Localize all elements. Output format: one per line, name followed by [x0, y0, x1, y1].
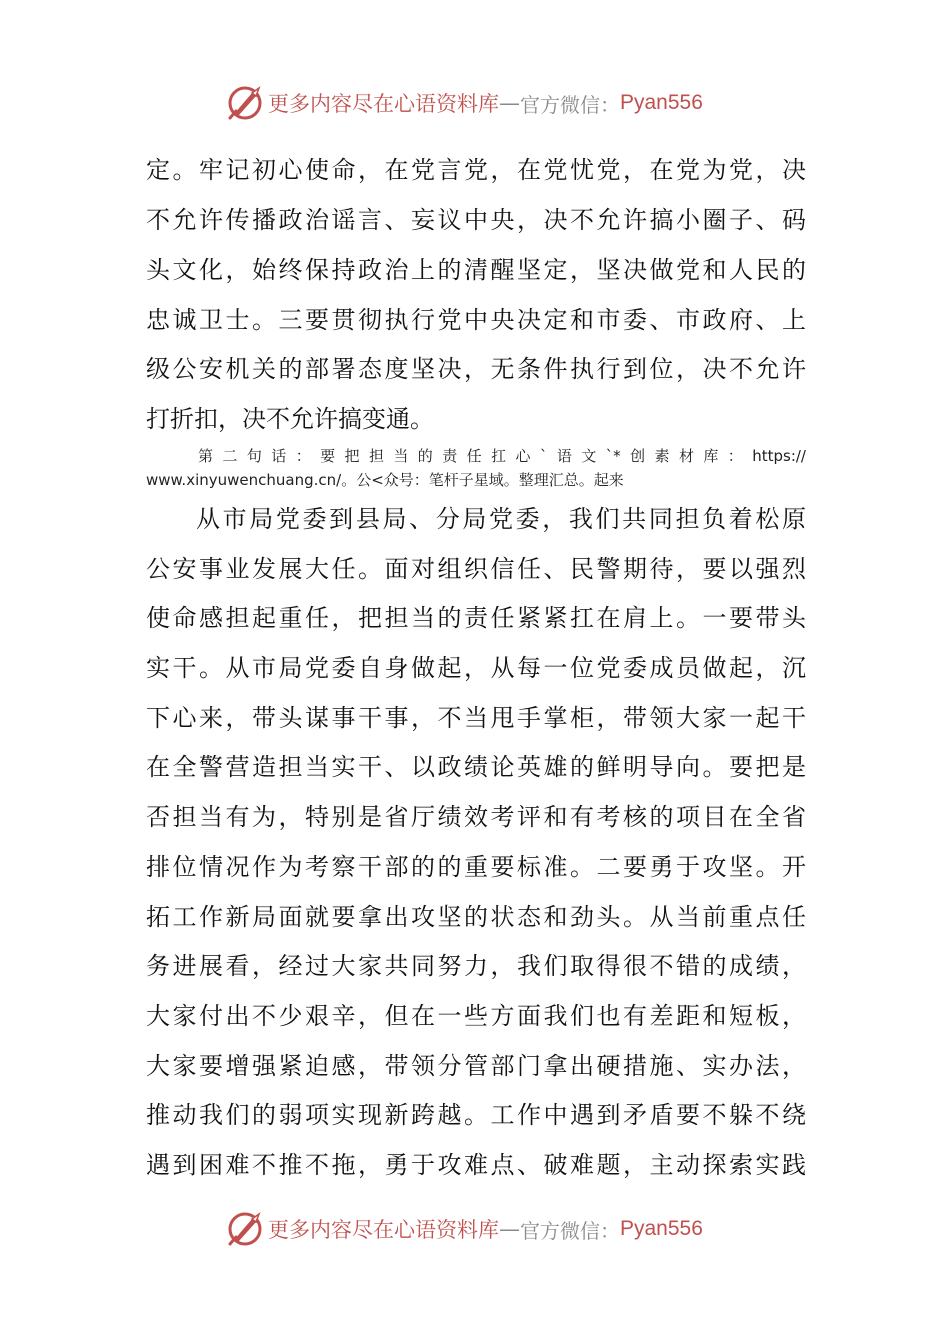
paragraph-2-line-4: 实干。从市局党委自身做起，从每一位党委成员做起，沉 — [146, 654, 806, 682]
footer-dash: — — [499, 1217, 520, 1241]
paragraph-1-line-4: 忠诚卫士。三要贯彻执行党中央决定和市委、市政府、上 — [146, 306, 806, 334]
paragraph-2-line-5: 下心来，带头谋事干事，不当甩手掌柜，带领大家一起干 — [146, 704, 806, 732]
paragraph-2-line-3: 使命感担起重任，把担当的责任紧紧扛在肩上。一要带头 — [146, 604, 806, 632]
header-wechat-handle: Pyan556 — [620, 91, 703, 114]
paragraph-2-line-8: 排位情况作为考察干部的的重要标准。二要勇于攻坚。开 — [146, 853, 806, 881]
paragraph-1-line-2: 不允许传播政治谣言、妄议中央，决不允许搞小圈子、码 — [146, 206, 806, 234]
footer-wechat-handle: Pyan556 — [620, 1217, 703, 1240]
header-slogan: 更多内容尽在心语资料库 — [268, 92, 499, 116]
paragraph-2-line-13: 推动我们的弱项实现新跨越。工作中遇到矛盾要不躲不绕 — [146, 1101, 806, 1129]
header-banner — [226, 83, 726, 123]
paragraph-2-line-11: 大家付出不少艰辛，但在一些方面我们也有差距和短板， — [146, 1002, 806, 1030]
paragraph-2-line-7: 否担当有为，特别是省厅绩效考评和有考核的项目在全省 — [146, 803, 806, 831]
heading-note-line-1: 第二句话：要把担当的责任扛心`语文`*创素材库：https:// — [198, 447, 806, 465]
quill-logo-icon — [226, 84, 264, 122]
paragraph-1-line-5: 级公安机关的部署态度坚决，无条件执行到位，决不允许 — [146, 355, 806, 383]
paragraph-2-line-6: 在全警营造担当实干、以政绩论英雄的鲜明导向。要把是 — [146, 753, 806, 781]
paragraph-1-line-1: 定。牢记初心使命，在党言党，在党忧党，在党为党，决 — [146, 156, 806, 184]
paragraph-2-line-12: 大家要增强紧迫感，带领分管部门拿出硬措施、实办法， — [146, 1052, 806, 1080]
paragraph-2-line-9: 拓工作新局面就要拿出攻坚的状态和劲头。从当前重点任 — [146, 903, 806, 931]
paragraph-2-line-2: 公安事业发展大任。面对组织信任、民警期待，要以强烈 — [146, 555, 806, 583]
quill-logo-icon — [226, 1210, 264, 1248]
paragraph-1-line-6: 打折扣，决不允许搞变通。 — [146, 405, 434, 433]
paragraph-2-line-10: 务进展看，经过大家共同努力，我们取得很不错的成绩， — [146, 952, 806, 980]
paragraph-2-line-1: 从市局党委到县局、分局党委，我们共同担负着松原 — [196, 505, 806, 533]
footer-slogan: 更多内容尽在心语资料库 — [268, 1218, 499, 1242]
header-dash: — — [499, 91, 520, 115]
paragraph-1-line-3: 头文化，始终保持政治上的清醒坚定，坚决做党和人民的 — [146, 256, 806, 284]
footer-contact-label: 官方微信： — [520, 1218, 620, 1243]
header-contact-label: 官方微信： — [520, 92, 620, 117]
heading-note-line-2: www.xinyuwenchuang.cn/。公<众号：笔杆子星域。整理汇总。起来 — [146, 471, 624, 489]
footer-banner — [226, 1209, 726, 1249]
paragraph-2-line-14: 遇到困难不推不拖，勇于攻难点、破难题，主动探索实践 — [146, 1151, 806, 1179]
